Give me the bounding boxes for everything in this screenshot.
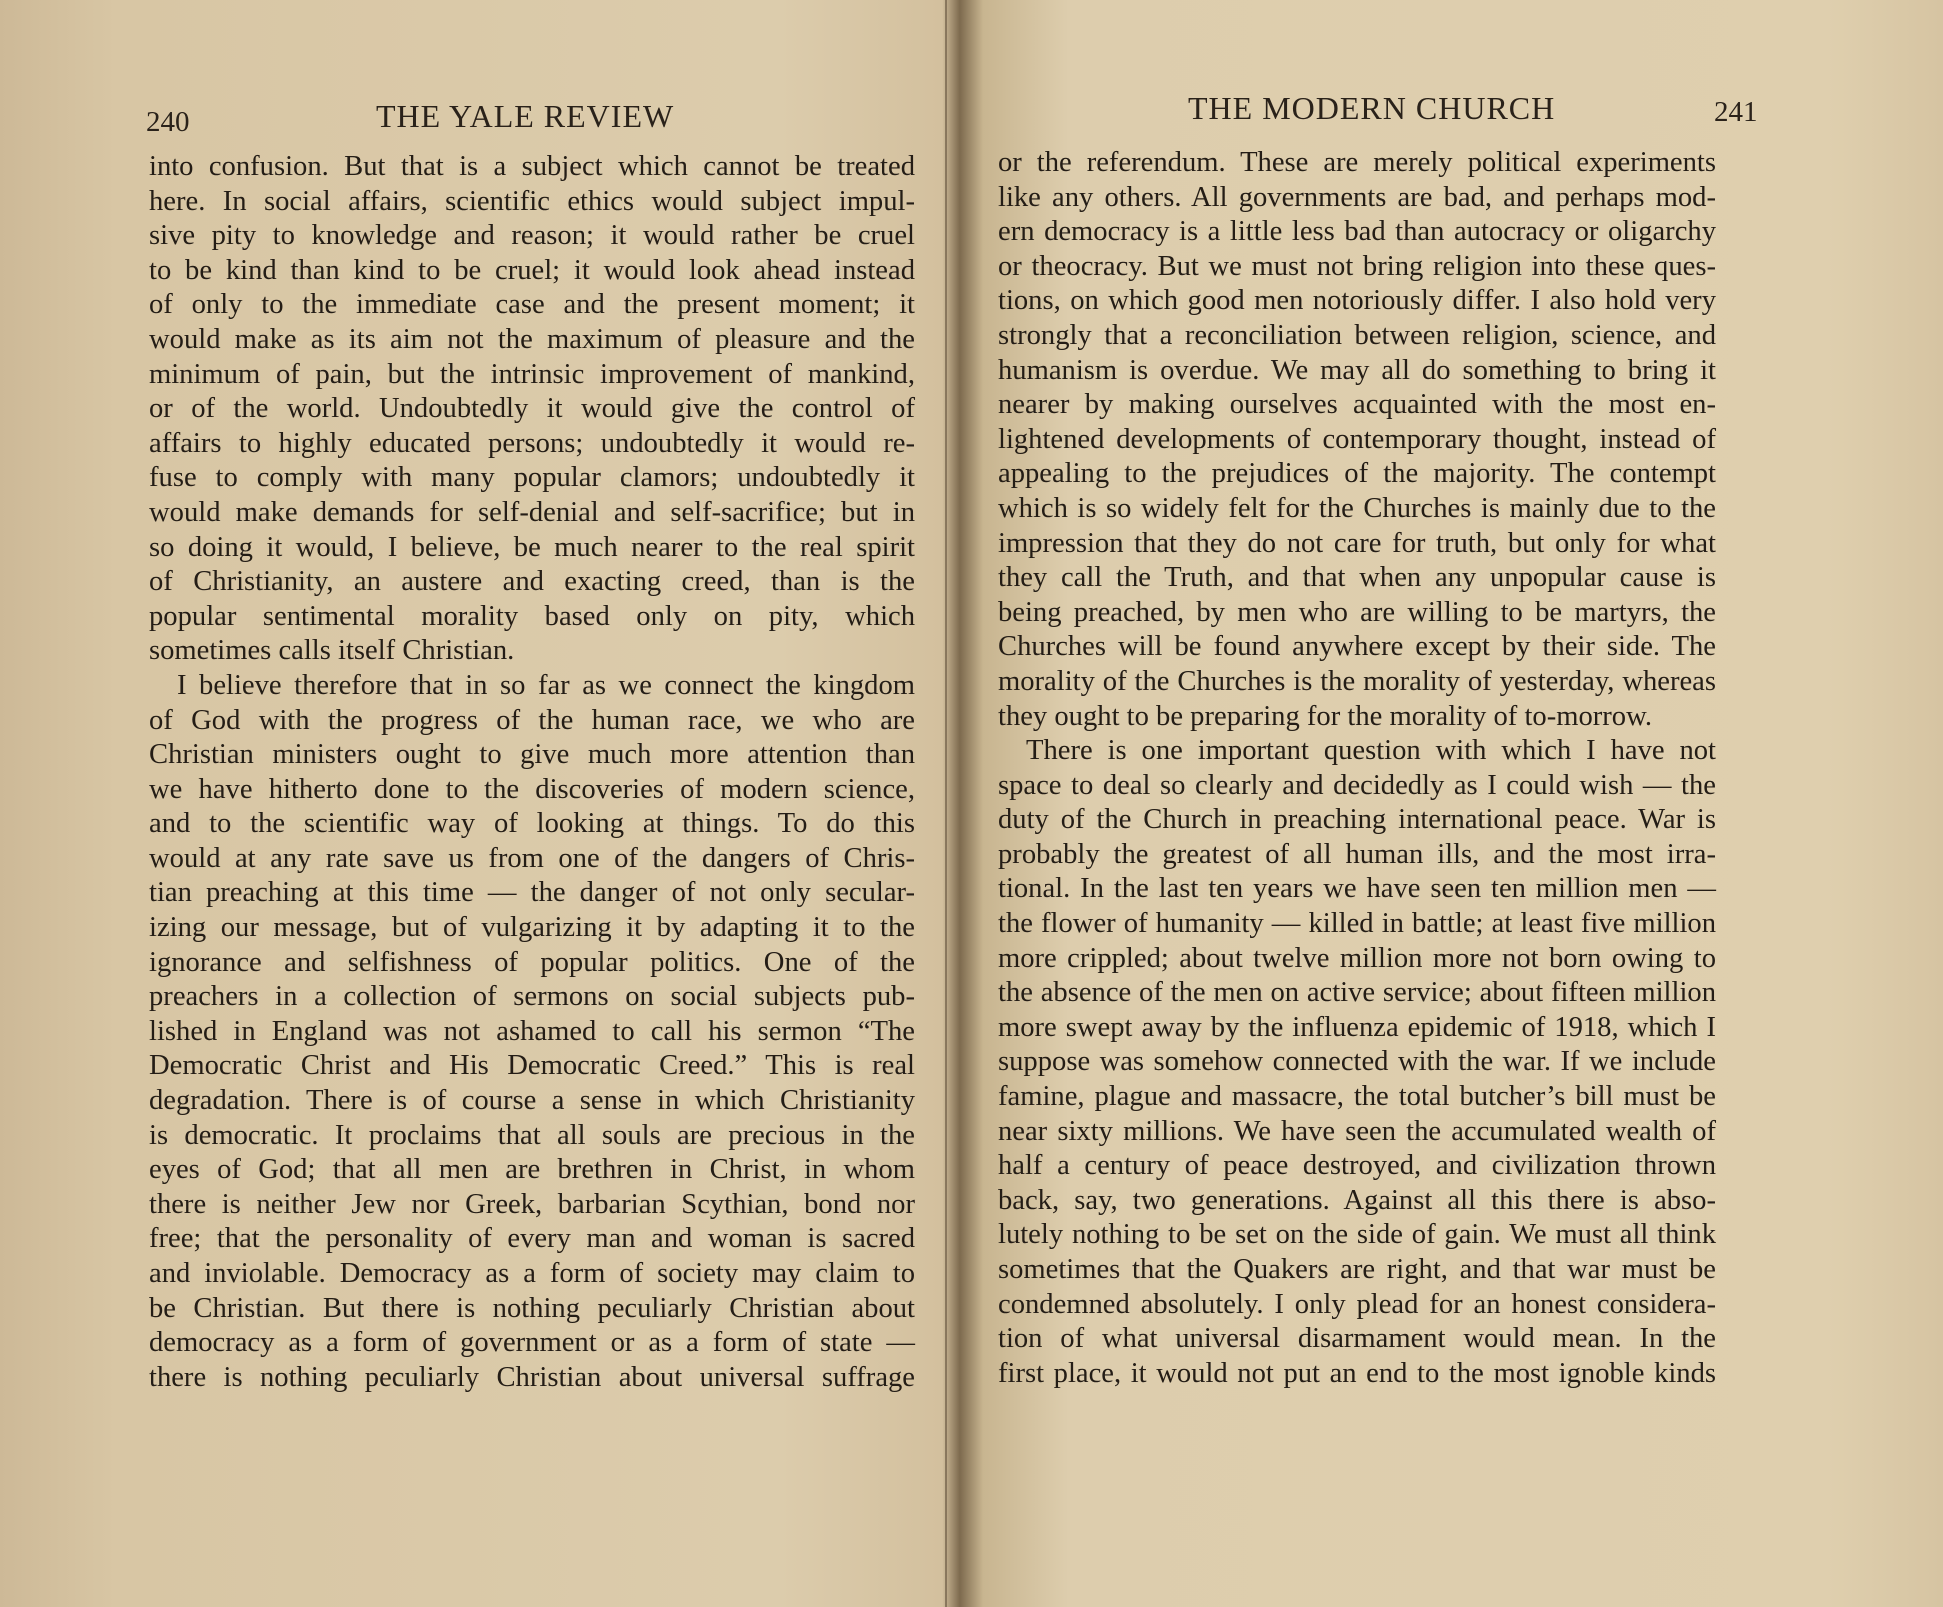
text-line: nearer by making ourselves acquainted with the most en- (998, 389, 1716, 421)
text-line: is democratic. It proclaims that all souls are precious in the (149, 1119, 915, 1151)
text-line: izing our message, but of vulgarizing it by adapting it to the (149, 912, 915, 944)
left-page-body (149, 150, 915, 1395)
text-line: near sixty millions. We have seen the accumulated wealth of (998, 1115, 1716, 1147)
text-line: would make demands for self-denial and self-sacrifice; but in (149, 496, 915, 528)
text-line: being preached, by men who are willing to be martyrs, the (998, 596, 1716, 628)
text-line: would at any rate save us from one of the dangers of Chris- (149, 842, 915, 874)
text-line: of only to the immediate case and the present moment; it (149, 289, 915, 321)
text-line: lutely nothing to be set on the side of gain. We must all think (998, 1219, 1716, 1251)
text-line: here. In social affairs, scientific ethics would subject impul- (149, 185, 915, 217)
text-line: Christian ministers ought to give much more attention than (149, 739, 915, 771)
text-line: minimum of pain, but the intrinsic improvement of mankind, (149, 358, 915, 390)
text-line: suppose was somehow connected with the war. If we include (998, 1046, 1716, 1078)
text-line: of God with the progress of the human race, we who are (149, 704, 915, 736)
text-line: the absence of the men on active service; about fifteen million (998, 977, 1716, 1009)
text-line: duty of the Church in preaching international peace. War is (998, 804, 1716, 836)
text-line: first place, it would not put an end to the most ignoble kinds (998, 1357, 1716, 1389)
text-line: more swept away by the influenza epidemic of 1918, which I (998, 1011, 1716, 1043)
text-line: affairs to highly educated persons; undoubtedly it would re- (149, 427, 915, 459)
text-line: fuse to comply with many popular clamors; undoubtedly it (149, 462, 915, 494)
left-running-head: THE YALE REVIEW (376, 98, 675, 134)
text-line: ignorance and selfishness of popular politics. One of the (149, 946, 915, 978)
text-line: there is neither Jew nor Greek, barbarian Scythian, bond nor (149, 1188, 915, 1220)
left-page (0, 0, 955, 1607)
text-line: or of the world. Undoubtedly it would give the control of (149, 393, 915, 425)
text-line: sometimes calls itself Christian. (149, 635, 515, 667)
text-line: like any others. All governments are bad, and perhaps mod- (998, 181, 1716, 213)
text-line: so doing it would, I believe, be much nearer to the real spirit (149, 531, 915, 563)
text-line: I believe therefore that in so far as we connect the kingdom (177, 669, 915, 701)
text-line: which is so widely felt for the Churches is mainly due to the (998, 492, 1716, 524)
text-line: condemned absolutely. I only plead for an honest considera- (998, 1288, 1716, 1320)
text-line: probably the greatest of all human ills, and the most irra- (998, 838, 1716, 870)
text-line: space to deal so clearly and decidedly as I could wish — the (998, 769, 1716, 801)
text-line: democracy as a form of government or as a form of state — (149, 1327, 915, 1359)
text-line: free; that the personality of every man and woman is sacred (149, 1223, 915, 1255)
text-line: or theocracy. But we must not bring religion into these ques- (998, 250, 1716, 282)
text-line: they ought to be preparing for the morality of to-morrow. (998, 700, 1653, 732)
text-line: appealing to the prejudices of the majority. The contempt (998, 458, 1716, 490)
text-line: humanism is overdue. We may all do something to bring it (998, 354, 1716, 386)
text-line: strongly that a reconciliation between religion, science, and (998, 319, 1716, 351)
text-line: famine, plague and massacre, the total butcher’s bill must be (998, 1081, 1716, 1113)
text-line: There is one important question with which I have not (1026, 735, 1716, 767)
text-line: popular sentimental morality based only on pity, which (149, 600, 915, 632)
text-line: into confusion. But that is a subject which cannot be treated (149, 151, 915, 182)
text-line: eyes of God; that all men are brethren in Christ, in whom (149, 1154, 915, 1186)
text-line: there is nothing peculiarly Christian about universal suffrage (149, 1361, 915, 1393)
text-line: or the referendum. These are merely political experiments (998, 147, 1716, 178)
text-line: of Christianity, an austere and exacting creed, than is the (149, 566, 915, 598)
text-line: would make as its aim not the maximum of pleasure and the (149, 323, 915, 355)
text-line: to be kind than kind to be cruel; it would look ahead instead (149, 254, 915, 286)
right-running-head: THE MODERN CHURCH (1188, 90, 1556, 126)
text-line: more crippled; about twelve million more not born owing to (998, 942, 1716, 974)
right-page (955, 0, 1943, 1607)
text-line: ern democracy is a little less bad than autocracy or oligarchy (998, 216, 1716, 248)
text-line: tion of what universal disarmament would mean. In the (998, 1323, 1716, 1355)
text-line: they call the Truth, and that when any unpopular cause is (998, 562, 1716, 594)
text-line: be Christian. But there is nothing peculiarly Christian about (149, 1292, 915, 1324)
text-line: tian preaching at this time — the danger of not only secular- (149, 877, 915, 909)
text-line: sive pity to knowledge and reason; it would rather be cruel (149, 220, 915, 252)
text-line: Churches will be found anywhere except by their side. The (998, 631, 1716, 663)
text-line: we have hitherto done to the discoveries of modern science, (149, 773, 915, 805)
text-line: lightened developments of contemporary thought, instead of (998, 423, 1716, 455)
text-line: preachers in a collection of sermons on social subjects pub- (149, 981, 915, 1013)
right-page-number: 241 (1714, 96, 1758, 128)
text-line: back, say, two generations. Against all this there is abso- (998, 1184, 1716, 1216)
text-line: morality of the Churches is the morality of yesterday, whereas (998, 665, 1716, 697)
right-page-body (998, 146, 1716, 1391)
text-line: half a century of peace destroyed, and civilization thrown (998, 1150, 1716, 1182)
text-line: impression that they do not care for truth, but only for what (998, 527, 1716, 559)
text-line: lished in England was not ashamed to call his sermon “The (149, 1015, 915, 1047)
text-line: degradation. There is of course a sense in which Christianity (149, 1085, 915, 1117)
text-line: and to the scientific way of looking at things. To do this (149, 808, 915, 840)
text-line: sometimes that the Quakers are right, and that war must be (998, 1254, 1716, 1285)
text-line: Democratic Christ and His Democratic Creed.” This is real (149, 1050, 915, 1082)
left-page-number: 240 (146, 106, 190, 138)
text-line: the flower of humanity — killed in battle; at least five million (998, 908, 1716, 940)
text-line: tions, on which good men notoriously differ. I also hold very (998, 285, 1716, 317)
text-line: tional. In the last ten years we have seen ten million men — (998, 873, 1716, 905)
text-line: and inviolable. Democracy as a form of society may claim to (149, 1258, 915, 1289)
